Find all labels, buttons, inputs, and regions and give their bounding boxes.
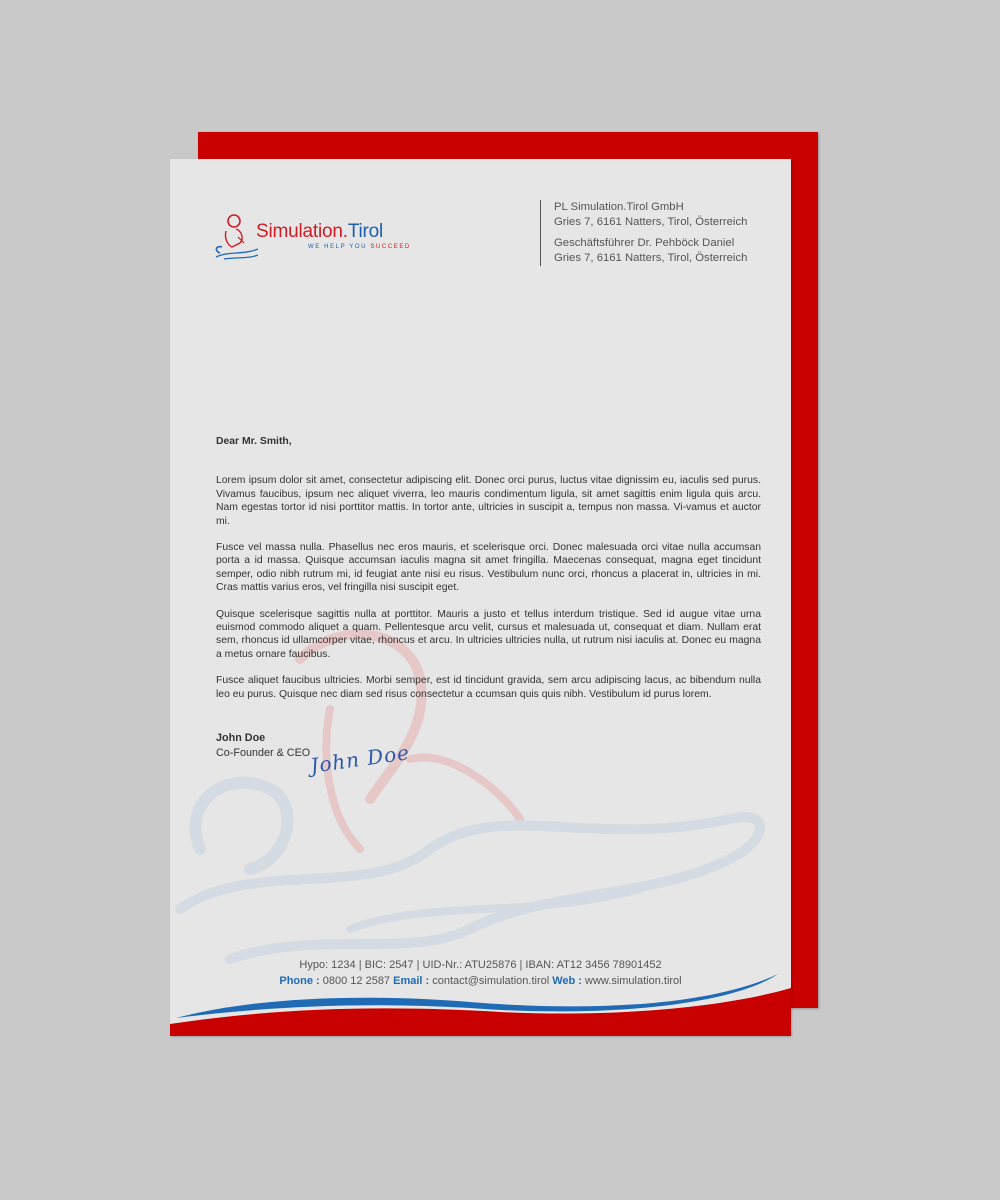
company-name: Simulation.Tirol <box>256 221 384 242</box>
bank-details: Hypo: 1234 | BIC: 2547 | UID-Nr.: ATU25876 | IBAN: AT12 3456 78901452 <box>299 959 662 971</box>
letter-body <box>216 435 761 714</box>
address-line: Gries 7, 6161 Natters, Tirol, Österreich <box>554 216 748 228</box>
sender-title: Co-Founder & CEO <box>216 747 311 759</box>
email-link[interactable]: contact@simulation.tirol <box>429 975 553 987</box>
email-label: Email : <box>393 975 430 987</box>
header-address <box>540 200 747 266</box>
paragraph: Quisque scelerisque sagittis nulla at porttitor. Mauris a justo et tellus interdum tristique. Sed id augue vitae urna euismod commodo aliquet a quam. Pellentesque arcu velit, cursus et malesuada ut, consequat et diam. Nullam erat sem, rhoncus id ullamcorper vitae, rhoncus et arcu. In ultricies ultricies nulla, ut rutrum nisi iaculis at. Donec eu magna a metus ornare faucibus. <box>216 608 761 660</box>
phone-label: Phone : <box>279 975 320 987</box>
footer-wave-decoration <box>170 966 791 1036</box>
web-label: Web : <box>552 975 582 987</box>
sender-name: John Doe <box>216 732 266 744</box>
letterhead-page <box>170 159 791 1036</box>
cpr-figure-icon <box>214 213 258 265</box>
handwritten-signature: John Doe <box>308 740 412 778</box>
web-link[interactable]: www.simulation.tirol <box>581 975 682 987</box>
paragraph: Fusce aliquet faucibus ultricies. Morbi semper, est id tincidunt gravida, sem arcu adipiscing lacus, ac bibendum nulla leo eu purus. Quisque nec diam sed risus consectetur a ccumsan quis quis nibh. Vestibulum id purus lorem. <box>216 675 761 700</box>
salutation: Dear Mr. Smith, <box>216 436 292 447</box>
address-line: PL Simulation.Tirol GmbH <box>554 201 684 213</box>
phone-value: 0800 12 2587 <box>319 975 394 987</box>
paragraph: Fusce vel massa nulla. Phasellus nec eros mauris, et scelerisque orci. Donec malesuada orci vitae nulla accumsan porta a id massa. Quisque accumsan iaculis magna sit amet fringilla. Maecenas consequat, magna eget tincidunt semper, odio nibh rutrum mi, id feugiat ante nisi eu risus. Vestibulum nunc orci, rhoncus a placerat in, ultricies in mi. Cras mattis varius eros, vel fringilla nisi suscipit eget. <box>216 542 761 594</box>
company-logo <box>214 211 411 269</box>
company-tagline: WE HELP YOU SUCCEED <box>308 244 411 250</box>
address-line: Gries 7, 6161 Natters, Tirol, Österreich <box>554 252 748 264</box>
address-line: Geschäftsführer Dr. Pehböck Daniel <box>554 237 735 249</box>
paragraph: Lorem ipsum dolor sit amet, consectetur adipiscing elit. Donec orci purus, luctus vitae dignissim eu, iaculis sed purus. Vivamus faucibus, ipsum nec aliquet viverra, leo mauris condimentum ligula, sit amet sagittis enim ligula quis arcu. Nam egestas tortor id nisi porttitor mattis. In tortor ante, ultricies in suscipit a, tempus non massa. Vi-vamus et auctor mi. <box>216 475 761 527</box>
signature-block <box>216 731 310 761</box>
